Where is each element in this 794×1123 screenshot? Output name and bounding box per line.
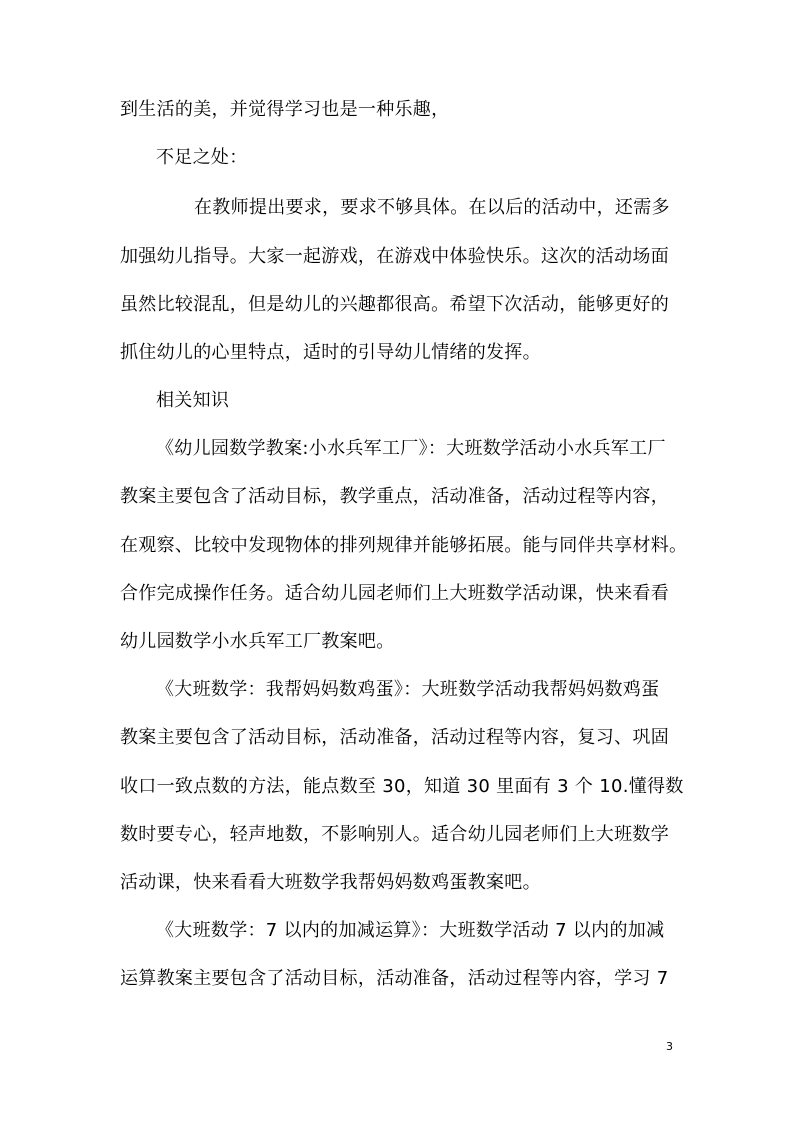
page-number: 3 bbox=[666, 1040, 673, 1053]
paragraph-line: 在观察、比较中发现物体的排列规律并能够拓展。能与同伴共享材料。 bbox=[120, 535, 688, 556]
paragraph-line: 教案主要包含了活动目标，活动准备，活动过程等内容，复习、巩固 bbox=[120, 727, 669, 748]
paragraph-line: 教案主要包含了活动目标，教学重点，活动准备，活动过程等内容， bbox=[120, 486, 669, 507]
paragraph-line: 《大班数学：7 以内的加减运算》：大班数学活动 7 以内的加减 bbox=[156, 920, 665, 941]
paragraph-line: 虽然比较混乱，但是幼儿的兴趣都很高。希望下次活动，能够更好的 bbox=[120, 294, 669, 315]
paragraph-line: 到生活的美，并觉得学习也是一种乐趣， bbox=[120, 99, 450, 120]
paragraph-line: 收口一致点数的方法，能点数至 30，知道 30 里面有 3 个 10.懂得数 bbox=[120, 776, 684, 797]
paragraph-line: 加强幼儿指导。大家一起游戏，在游戏中体验快乐。这次的活动场面 bbox=[120, 246, 669, 267]
section-heading: 相关知识 bbox=[156, 390, 230, 411]
section-heading: 不足之处： bbox=[156, 147, 248, 168]
paragraph-line: 《幼儿园数学教案:小水兵军工厂》：大班数学活动小水兵军工厂 bbox=[156, 438, 666, 459]
paragraph-line: 合作完成操作任务。适合幼儿园老师们上大班数学活动课，快来看看 bbox=[120, 583, 669, 604]
paragraph-line: 数时要专心，轻声地数，不影响别人。适合幼儿园老师们上大班数学 bbox=[120, 824, 669, 845]
paragraph-line: 《大班数学：我帮妈妈数鸡蛋》：大班数学活动我帮妈妈数鸡蛋 bbox=[156, 679, 660, 700]
paragraph-line: 幼儿园数学小水兵军工厂教案吧。 bbox=[120, 631, 395, 652]
paragraph-line: 运算教案主要包含了活动目标，活动准备，活动过程等内容，学习 7 bbox=[120, 968, 669, 989]
paragraph-line: 抓住幼儿的心里特点，适时的引导幼儿情绪的发挥。 bbox=[120, 342, 541, 363]
paragraph-line: 活动课，快来看看大班数学我帮妈妈数鸡蛋教案吧。 bbox=[120, 872, 541, 893]
paragraph-line: 在教师提出要求，要求不够具体。在以后的活动中，还需多 bbox=[194, 197, 670, 218]
